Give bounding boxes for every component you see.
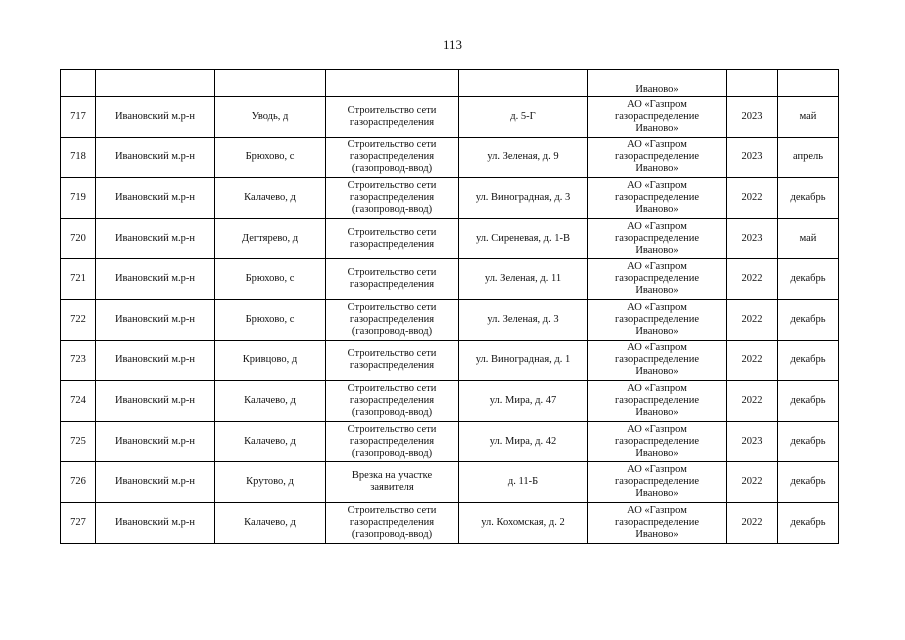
cell-locality: Крутово, д (215, 462, 326, 503)
cell-work: Строительство сети газораспределения (газопровод-ввод) (326, 137, 459, 178)
cell-month: декабрь (778, 340, 839, 381)
cell-year: 2022 (727, 299, 778, 340)
cell-locality: Калачево, д (215, 381, 326, 422)
table-row (61, 97, 839, 138)
cell-district: Ивановский м.р-н (96, 299, 215, 340)
cell-work: Строительство сети газораспределения (326, 218, 459, 259)
cell-work: Строительство сети газораспределения (326, 340, 459, 381)
cell-year: 2022 (727, 462, 778, 503)
cell-org: АО «Газпром газораспределение Иваново» (588, 218, 727, 259)
cell-locality (215, 70, 326, 97)
cell-work: Строительство сети газораспределения (газопровод-ввод) (326, 502, 459, 543)
cell-num: 727 (61, 502, 96, 543)
cell-district: Ивановский м.р-н (96, 462, 215, 503)
cell-district: Ивановский м.р-н (96, 259, 215, 300)
cell-address: ул. Виноградная, д. 3 (459, 178, 588, 219)
cell-locality: Кривцово, д (215, 340, 326, 381)
cell-month: декабрь (778, 178, 839, 219)
cell-address: ул. Мира, д. 42 (459, 421, 588, 462)
cell-num: 717 (61, 97, 96, 138)
table-row (61, 502, 839, 543)
page-number: 113 (442, 37, 463, 52)
cell-locality: Калачево, д (215, 178, 326, 219)
table-row (61, 381, 839, 422)
cell-address: ул. Зеленая, д. 3 (459, 299, 588, 340)
cell-district: Ивановский м.р-н (96, 381, 215, 422)
cell-year: 2023 (727, 137, 778, 178)
cell-num: 723 (61, 340, 96, 381)
cell-district: Ивановский м.р-н (96, 178, 215, 219)
cell-month: декабрь (778, 259, 839, 300)
cell-org: АО «Газпром газораспределение Иваново» (588, 178, 727, 219)
cell-org: АО «Газпром газораспределение Иваново» (588, 381, 727, 422)
cell-work: Строительство сети газораспределения (326, 259, 459, 300)
cell-work: Строительство сети газораспределения (газопровод-ввод) (326, 178, 459, 219)
table-row (61, 462, 839, 503)
cell-month: май (778, 218, 839, 259)
cell-year (727, 70, 778, 97)
cell-address: ул. Сиреневая, д. 1-В (459, 218, 588, 259)
cell-org: АО «Газпром газораспределение Иваново» (588, 421, 727, 462)
table-row (61, 178, 839, 219)
cell-year: 2023 (727, 218, 778, 259)
table-row (61, 218, 839, 259)
cell-locality: Калачево, д (215, 502, 326, 543)
cell-num: 725 (61, 421, 96, 462)
cell-month: декабрь (778, 502, 839, 543)
cell-district (96, 70, 215, 97)
cell-locality: Калачево, д (215, 421, 326, 462)
cell-org: АО «Газпром газораспределение Иваново» (588, 97, 727, 138)
cell-month: май (778, 97, 839, 138)
cell-address: ул. Зеленая, д. 9 (459, 137, 588, 178)
cell-address: д. 11-Б (459, 462, 588, 503)
cell-district: Ивановский м.р-н (96, 421, 215, 462)
cell-locality: Брюхово, с (215, 299, 326, 340)
table-row (61, 299, 839, 340)
cell-org: АО «Газпром газораспределение Иваново» (588, 462, 727, 503)
cell-year: 2022 (727, 178, 778, 219)
cell-work: Строительство сети газораспределения (газопровод-ввод) (326, 381, 459, 422)
cell-num: 720 (61, 218, 96, 259)
cell-work (326, 70, 459, 97)
cell-work: Врезка на участке заявителя (326, 462, 459, 503)
cell-month: декабрь (778, 462, 839, 503)
cell-num: 724 (61, 381, 96, 422)
cell-district: Ивановский м.р-н (96, 340, 215, 381)
cell-org: АО «Газпром газораспределение Иваново» (588, 137, 727, 178)
cell-month: декабрь (778, 381, 839, 422)
table-row (61, 137, 839, 178)
cell-district: Ивановский м.р-н (96, 218, 215, 259)
cell-org: АО «Газпром газораспределение Иваново» (588, 299, 727, 340)
cell-address: д. 5-Г (459, 97, 588, 138)
table-row (61, 340, 839, 381)
cell-year: 2022 (727, 381, 778, 422)
cell-district: Ивановский м.р-н (96, 502, 215, 543)
cell-work: Строительство сети газораспределения (326, 97, 459, 138)
cell-org: АО «Газпром газораспределение Иваново» (588, 340, 727, 381)
cell-locality: Дегтярево, д (215, 218, 326, 259)
cell-num: 726 (61, 462, 96, 503)
table-body (61, 70, 839, 544)
cell-address: ул. Кохомская, д. 2 (459, 502, 588, 543)
cell-org: Иваново» (588, 70, 727, 97)
cell-year: 2022 (727, 259, 778, 300)
cell-address: ул. Виноградная, д. 1 (459, 340, 588, 381)
cell-num: 718 (61, 137, 96, 178)
cell-district: Ивановский м.р-н (96, 137, 215, 178)
cell-address (459, 70, 588, 97)
cell-org: АО «Газпром газораспределение Иваново» (588, 259, 727, 300)
cell-work: Строительство сети газораспределения (газопровод-ввод) (326, 421, 459, 462)
cell-year: 2022 (727, 340, 778, 381)
continuation-row (61, 70, 839, 97)
cell-locality: Брюхово, с (215, 137, 326, 178)
cell-address: ул. Мира, д. 47 (459, 381, 588, 422)
cell-month: апрель (778, 137, 839, 178)
cell-year: 2023 (727, 97, 778, 138)
table-row (61, 421, 839, 462)
cell-num: 719 (61, 178, 96, 219)
cell-locality: Брюхово, с (215, 259, 326, 300)
table-row (61, 259, 839, 300)
cell-org: АО «Газпром газораспределение Иваново» (588, 502, 727, 543)
cell-locality: Уводь, д (215, 97, 326, 138)
cell-num: 722 (61, 299, 96, 340)
cell-month: декабрь (778, 299, 839, 340)
cell-month: декабрь (778, 421, 839, 462)
cell-month (778, 70, 839, 97)
gasification-table (60, 69, 839, 544)
cell-num (61, 70, 96, 97)
cell-num: 721 (61, 259, 96, 300)
cell-work: Строительство сети газораспределения (газопровод-ввод) (326, 299, 459, 340)
cell-year: 2022 (727, 502, 778, 543)
cell-district: Ивановский м.р-н (96, 97, 215, 138)
cell-year: 2023 (727, 421, 778, 462)
cell-address: ул. Зеленая, д. 11 (459, 259, 588, 300)
